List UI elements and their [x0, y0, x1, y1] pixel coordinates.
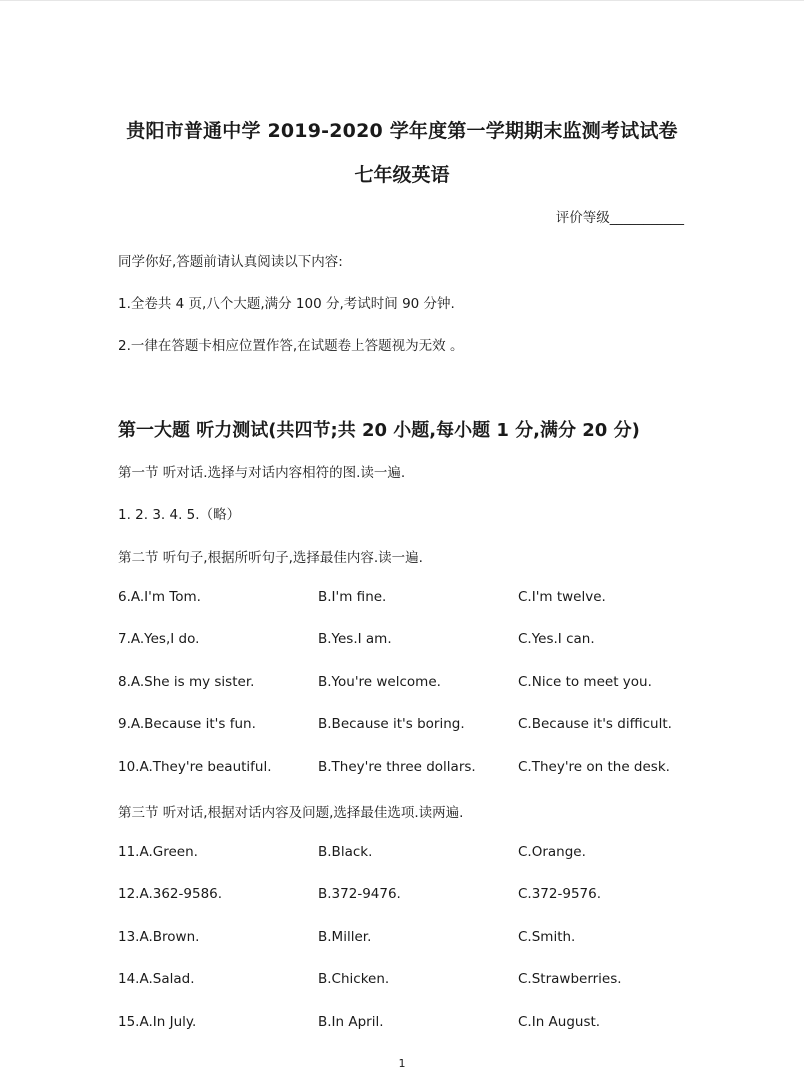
option-c: C.372-9576. — [518, 886, 602, 902]
question-row — [118, 1014, 718, 1034]
option-b: B.Yes.I am. — [318, 631, 392, 647]
option-b: B.You're welcome. — [318, 674, 441, 690]
question-row — [118, 886, 718, 906]
option-c: C.I'm twelve. — [518, 589, 606, 605]
option-b: B.Because it's boring. — [318, 716, 465, 732]
question-row — [118, 759, 718, 779]
option-a: 14.A.Salad. — [118, 971, 195, 987]
section1-label: 第一节 听对话.选择与对话内容相符的图.读一遍. — [118, 465, 406, 481]
option-b: B.Black. — [318, 844, 373, 860]
option-c: C.In August. — [518, 1014, 601, 1030]
option-a: 7.A.Yes,I do. — [118, 631, 200, 647]
option-a: 6.A.I'm Tom. — [118, 589, 201, 605]
option-c: C.Nice to meet you. — [518, 674, 652, 690]
instruction-1: 1.全卷共 4 页,八个大题,满分 100 分,考试时间 90 分钟. — [118, 296, 455, 312]
option-b: B.They're three dollars. — [318, 759, 476, 775]
grade-label: 评价等级___________ — [555, 210, 684, 226]
option-a: 15.A.In July. — [118, 1014, 197, 1030]
option-c: C.Strawberries. — [518, 971, 622, 987]
option-c: C.Smith. — [518, 929, 576, 945]
option-a: 12.A.362-9586. — [118, 886, 223, 902]
section3-label: 第三节 听对话,根据对话内容及问题,选择最佳选项.读两遍. — [118, 805, 464, 821]
exam-title: 贵阳市普通中学 2019-2020 学年度第一学期期末监测考试试卷 — [126, 120, 678, 142]
option-a: 11.A.Green. — [118, 844, 198, 860]
question-row — [118, 971, 718, 991]
instruction-2: 2.一律在答题卡相应位置作答,在试题卷上答题视为无效 。 — [118, 338, 464, 354]
option-b: B.Miller. — [318, 929, 372, 945]
option-c: C.Yes.I can. — [518, 631, 595, 647]
option-c: C.Because it's difficult. — [518, 716, 672, 732]
option-c: C.Orange. — [518, 844, 586, 860]
option-a: 13.A.Brown. — [118, 929, 200, 945]
exam-subtitle: 七年级英语 — [354, 164, 450, 186]
question-row — [118, 844, 718, 864]
part1-heading: 第一大题 听力测试(共四节;共 20 小题,每小题 1 分,满分 20 分) — [118, 420, 640, 441]
section2-label: 第二节 听句子,根据所听句子,选择最佳内容.读一遍. — [118, 550, 423, 566]
instruction-intro: 同学你好,答题前请认真阅读以下内容: — [118, 254, 343, 270]
question-row — [118, 674, 718, 694]
option-a: 9.A.Because it's fun. — [118, 716, 256, 732]
question-row — [118, 716, 718, 736]
page-number: 1 — [398, 1057, 406, 1070]
top-divider — [0, 0, 804, 1]
option-a: 8.A.She is my sister. — [118, 674, 255, 690]
option-a: 10.A.They're beautiful. — [118, 759, 272, 775]
question-row — [118, 589, 718, 609]
option-b: B.I'm fine. — [318, 589, 387, 605]
option-b: B.In April. — [318, 1014, 384, 1030]
section1-items: 1. 2. 3. 4. 5.（略） — [118, 507, 241, 523]
option-b: B.372-9476. — [318, 886, 401, 902]
option-b: B.Chicken. — [318, 971, 390, 987]
question-row — [118, 929, 718, 949]
question-row — [118, 631, 718, 651]
option-c: C.They're on the desk. — [518, 759, 670, 775]
